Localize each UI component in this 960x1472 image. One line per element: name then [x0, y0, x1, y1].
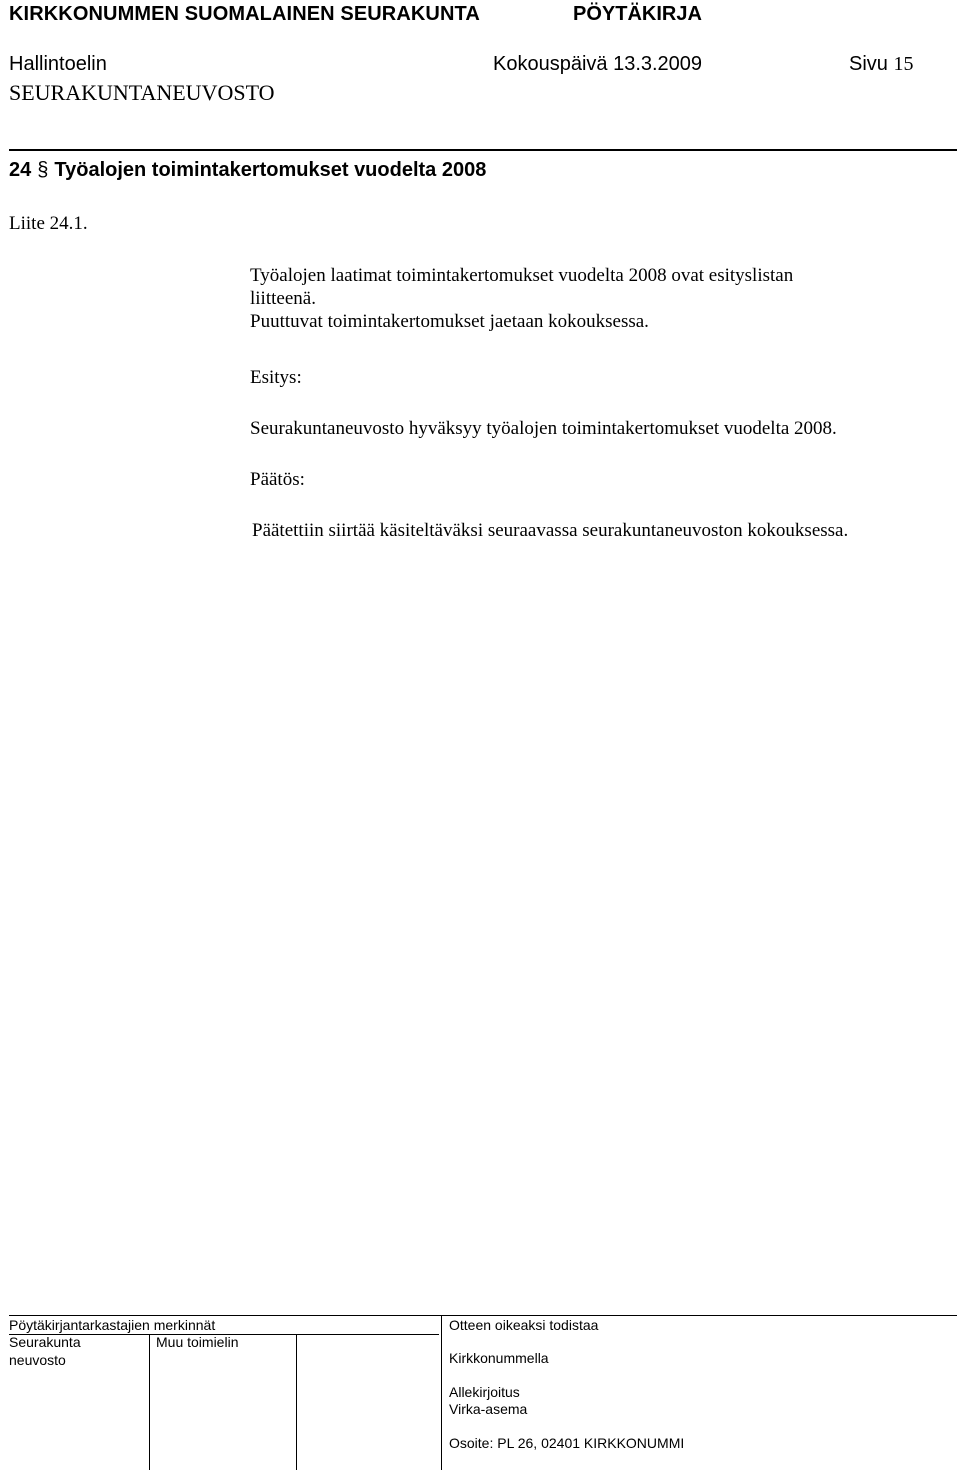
intro-line: Puuttuvat toimintakertomukset jaetaan kokouksessa.	[250, 311, 649, 332]
section-title: Työalojen toimintakertomukset vuodelta 2008	[54, 159, 487, 181]
footer-column-divider	[296, 1334, 297, 1470]
proposal-label: Esitys:	[250, 367, 302, 388]
intro-line: Työalojen laatimat toimintakertomukset vuodelta 2008 ovat esityslistan	[250, 265, 794, 286]
position-label: Virka-asema	[449, 1401, 528, 1417]
page-label: Sivu	[849, 53, 888, 75]
footer-column-divider	[441, 1315, 442, 1470]
footer-column-divider	[149, 1334, 150, 1470]
organization-name: KIRKKONUMMEN SUOMALAINEN SEURAKUNTA	[9, 3, 480, 25]
reviewers-heading: Pöytäkirjantarkastajien merkinnät	[9, 1317, 216, 1333]
certification-label: Otteen oikeaksi todistaa	[449, 1317, 599, 1333]
document-type: PÖYTÄKIRJA	[573, 3, 702, 25]
header-divider	[9, 149, 957, 151]
proposal-text: Seurakuntaneuvosto hyväksyy työalojen toimintakertomukset vuodelta 2008.	[250, 418, 837, 439]
postal-address: Osoite: PL 26, 02401 KIRKKONUMMI	[449, 1435, 685, 1451]
intro-paragraph	[250, 264, 910, 333]
reviewer-column-parish-label-2: neuvosto	[9, 1352, 66, 1368]
footer	[9, 1315, 957, 1470]
certification-place: Kirkkonummella	[449, 1350, 549, 1366]
intro-line: liitteenä.	[250, 288, 316, 309]
department: Hallintoelin	[9, 53, 107, 75]
section-heading	[9, 159, 486, 182]
decision-text: Päätettiin siirtää käsiteltäväksi seuraavassa seurakuntaneuvoston kokouksessa.	[252, 520, 849, 541]
attachment-reference: Liite 24.1.	[9, 213, 88, 234]
section-number: 24	[9, 159, 32, 181]
section-sign-icon: §	[37, 159, 49, 181]
decision-label: Päätös:	[250, 469, 305, 490]
governing-body-name: SEURAKUNTANEUVOSTO	[9, 80, 275, 105]
footer-divider	[9, 1315, 957, 1316]
signature-label: Allekirjoitus	[449, 1384, 520, 1400]
reviewer-column-parish-label: Seurakunta	[9, 1334, 81, 1350]
reviewer-column-other-label: Muu toimielin	[156, 1334, 239, 1350]
page-number-value: 15	[893, 53, 914, 75]
meeting-date: Kokouspäivä 13.3.2009	[493, 53, 703, 75]
page-number	[849, 53, 913, 76]
